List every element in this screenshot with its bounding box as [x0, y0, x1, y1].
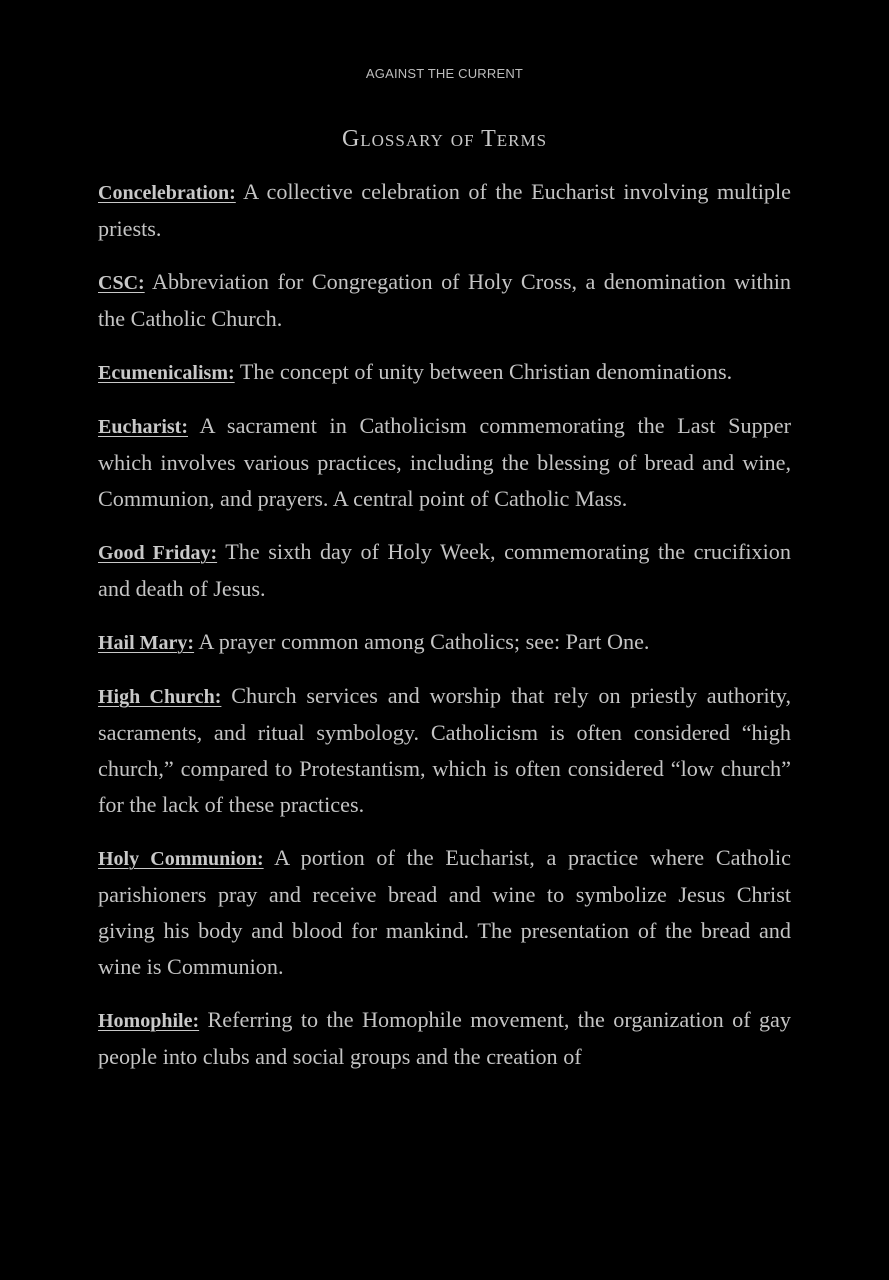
glossary-definition: The concept of unity between Christian denominations.: [239, 359, 733, 384]
glossary-definition: Abbreviation for Congregation of Holy Cross, a denomination within the Catholic Church.: [98, 269, 792, 331]
glossary-term: Homophile:: [98, 1010, 200, 1032]
glossary-term: CSC:: [98, 272, 145, 294]
glossary-definition: Church services and worship that rely on priestly authority, sacraments, and ritual symbology. Catholicism is often considered “high church,” compared to Protestantism, which is often considered “low church” for the lack of these practices.: [98, 683, 791, 817]
running-header: AGAINST THE CURRENT: [365, 66, 524, 81]
page-title: Glossary of Terms: [341, 126, 548, 152]
glossary-definition: A portion of the Eucharist, a practice where Catholic parishioners pray and receive bread and wine to symbolize Jesus Christ giving his body and blood for mankind. The presentation of the bread and wine is Communion.: [98, 845, 791, 979]
glossary-definition: A prayer common among Catholics; see: Part One.: [198, 629, 650, 654]
glossary-definition: A collective celebration of the Eucharist involving multiple priests.: [98, 179, 791, 241]
glossary-definition: The sixth day of Holy Week, commemorating the crucifixion and death of Jesus.: [98, 539, 791, 601]
glossary-entry-ecumenicalism: [98, 354, 791, 391]
glossary-term: Good Friday:: [98, 542, 218, 564]
glossary-entry-csc: [98, 264, 791, 337]
glossary-term: Eucharist:: [98, 416, 188, 438]
glossary-entry-good-friday: [98, 534, 791, 607]
glossary-entry-hail-mary: [98, 624, 791, 661]
glossary-list: [98, 174, 791, 1092]
glossary-definition: Referring to the Homophile movement, the organization of gay people into clubs and social groups and the creation of: [98, 1007, 792, 1069]
glossary-term: Ecumenicalism:: [98, 362, 235, 384]
glossary-term: Concelebration:: [98, 182, 236, 204]
glossary-term: High Church:: [98, 686, 222, 708]
glossary-entry-high-church: [98, 678, 791, 823]
glossary-entry-concelebration: [98, 174, 791, 247]
glossary-term: Holy Communion:: [98, 848, 264, 870]
glossary-term: Hail Mary:: [98, 632, 195, 654]
glossary-definition: A sacrament in Catholicism commemorating the Last Supper which involves various practices, including the blessing of bread and wine, Communion, and prayers. A central point of Catholic Mass.: [98, 413, 791, 511]
glossary-entry-eucharist: [98, 408, 791, 517]
glossary-entry-homophile: [98, 1002, 791, 1075]
glossary-entry-holy-communion: [98, 840, 791, 985]
